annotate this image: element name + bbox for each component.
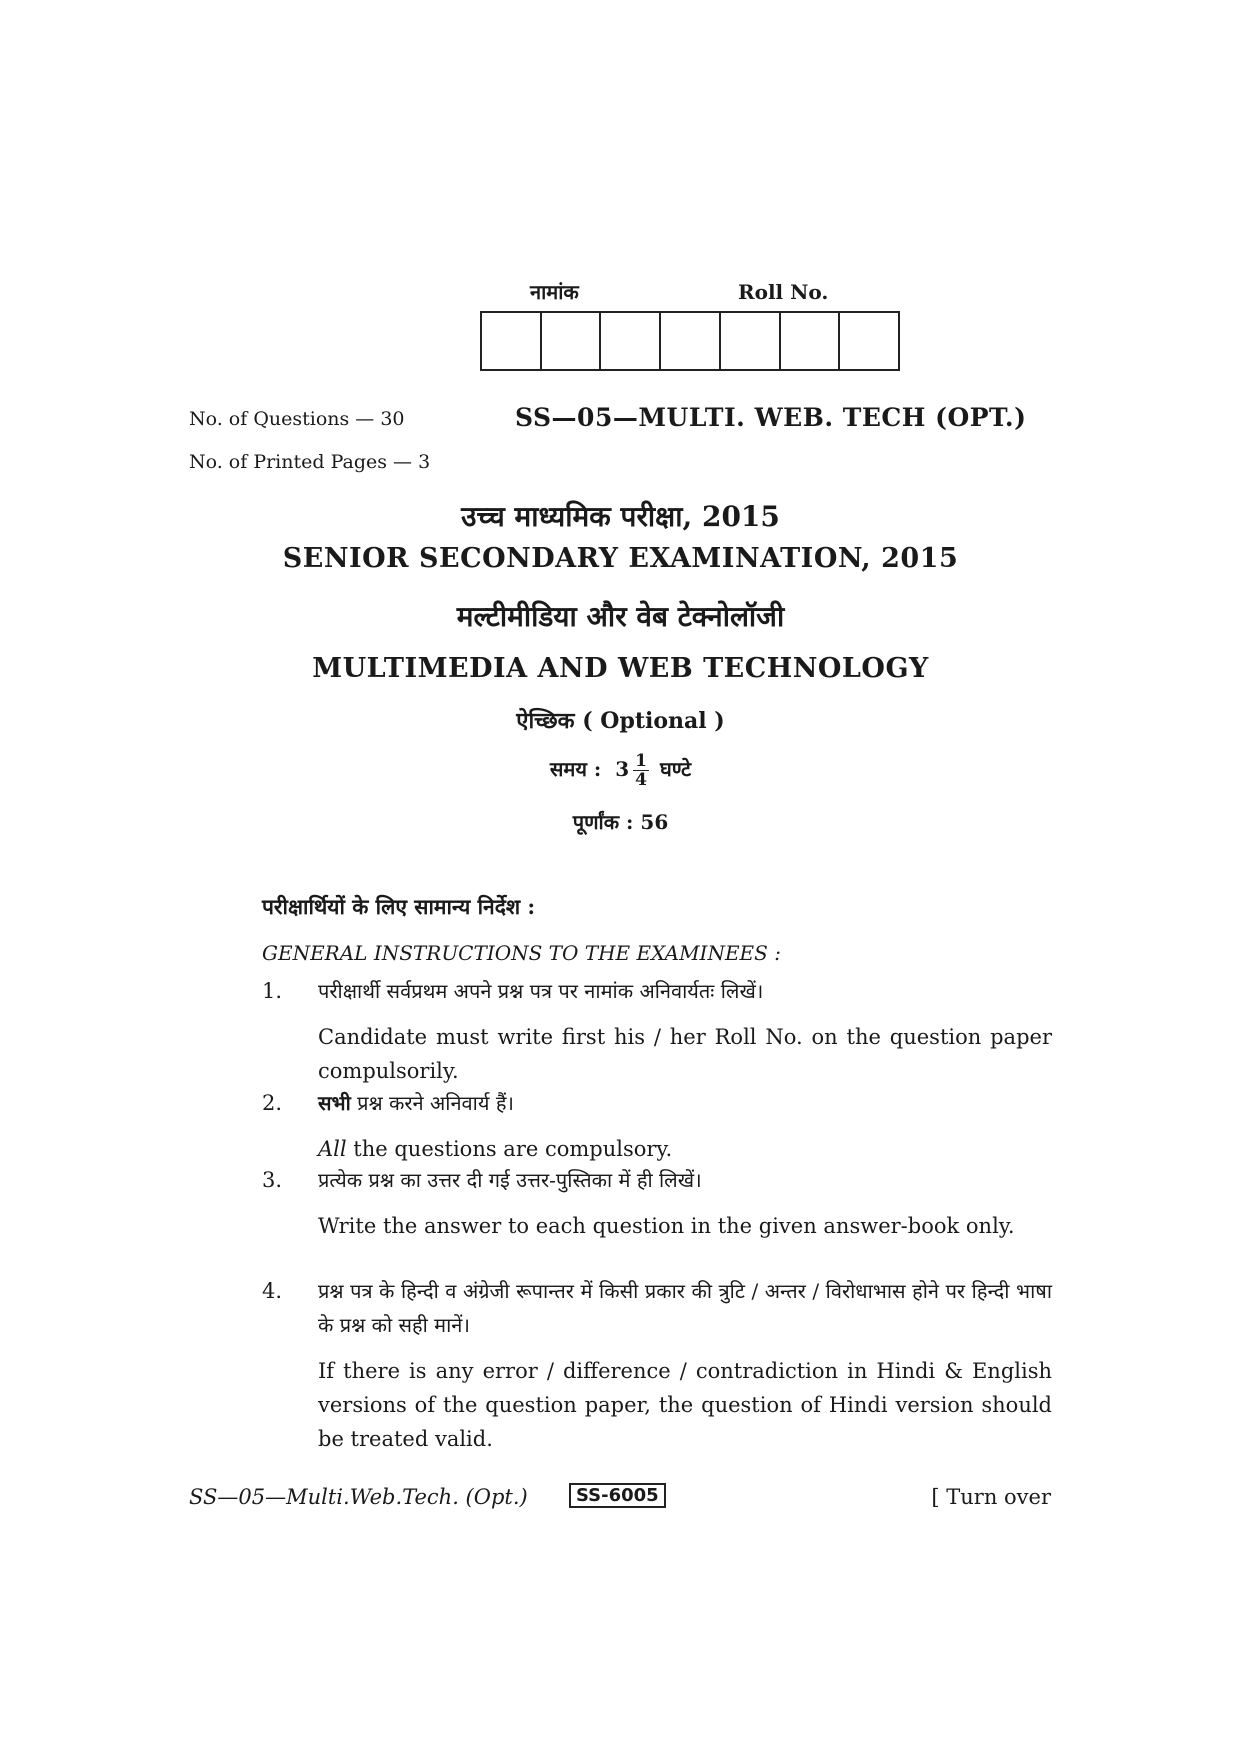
time-whole: 3 <box>615 757 630 781</box>
roll-box-5[interactable] <box>721 313 781 369</box>
subject-title-english: MULTIMEDIA AND WEB TECHNOLOGY <box>312 653 929 684</box>
time-allowed <box>0 752 1241 789</box>
roll-box-3[interactable] <box>601 313 661 369</box>
exam-title-hindi: उच्च माध्यमिक परीक्षा, 2015 <box>461 500 780 533</box>
time-fraction <box>633 752 649 789</box>
instruction-english: Candidate must write first his / her Roll No. on the question paper compulsorily. <box>318 1025 1052 1083</box>
time-label: समय : <box>549 757 602 781</box>
instruction-number: 2. <box>262 1091 283 1115</box>
optional-english: ( Optional ) <box>582 708 725 734</box>
roll-box-1[interactable] <box>482 313 542 369</box>
roll-number-boxes[interactable] <box>480 311 900 371</box>
instruction-number: 4. <box>262 1279 283 1303</box>
instructions-heading-hindi: परीक्षार्थियों के लिए सामान्य निर्देश : <box>262 894 536 919</box>
roll-box-6[interactable] <box>781 313 841 369</box>
printed-pages: No. of Printed Pages — 3 <box>189 451 431 473</box>
optional-hindi: ऐच्छिक <box>516 708 575 734</box>
max-marks: पूर्णांक : 56 <box>572 810 669 834</box>
instruction-english-rest: the questions are compulsory. <box>346 1137 673 1161</box>
question-count: No. of Questions — 30 <box>189 408 405 430</box>
footer-paper-code: SS—05—Multi.Web.Tech. (Opt.) <box>189 1485 528 1509</box>
roll-box-2[interactable] <box>542 313 602 369</box>
footer-series-code: SS-6005 <box>569 1483 666 1508</box>
instruction-hindi: प्रत्येक प्रश्न का उत्तर दी गई उत्तर-पुस्तिका में ही लिखें। <box>318 1168 702 1192</box>
time-numerator: 1 <box>635 751 647 771</box>
roll-box-4[interactable] <box>661 313 721 369</box>
instruction-english-emphasis: All <box>318 1137 347 1161</box>
time-denominator: 4 <box>635 770 647 790</box>
roll-label-hindi: नामांक <box>530 280 579 304</box>
instruction-item-3 <box>262 1163 1052 1255</box>
instruction-english <box>318 1132 1052 1166</box>
instructions-heading-english: GENERAL INSTRUCTIONS TO THE EXAMINEES : <box>262 941 781 965</box>
exam-title-english: SENIOR SECONDARY EXAMINATION, 2015 <box>282 543 959 574</box>
instruction-english: Write the answer to each question in the given answer-book only. <box>318 1214 1015 1238</box>
time-unit: घण्टे <box>659 757 692 781</box>
optional-label <box>0 705 1241 735</box>
instruction-number: 1. <box>262 979 283 1003</box>
roll-label-english: Roll No. <box>738 280 829 304</box>
instruction-hindi: परीक्षार्थी सर्वप्रथम अपने प्रश्न पत्र पर नामांक अनिवार्यतः लिखें। <box>318 979 764 1003</box>
instruction-hindi-rest: प्रश्न करने अनिवार्य हैं। <box>350 1091 515 1115</box>
instruction-number: 3. <box>262 1168 283 1192</box>
instruction-item-4 <box>262 1274 1052 1468</box>
paper-code: SS—05—MULTI. WEB. TECH (OPT.) <box>515 403 1027 432</box>
instruction-hindi-emphasis: सभी <box>318 1091 351 1115</box>
subject-title-hindi: मल्टीमीडिया और वेब टेक्नोलॉजी <box>456 600 785 633</box>
roll-box-7[interactable] <box>840 313 898 369</box>
instruction-item-1 <box>262 974 1052 1100</box>
instruction-hindi <box>318 1086 1052 1120</box>
instruction-hindi: प्रश्न पत्र के हिन्दी व अंग्रेजी रूपान्तर में किसी प्रकार की त्रुटि / अन्तर / विरोधाभास होने पर हिन्दी भाषा के प्रश्न को सही मानें। <box>318 1279 1052 1337</box>
turn-over-label: [ Turn over <box>931 1485 1051 1509</box>
instruction-english: If there is any error / difference / contradiction in Hindi & English versions of the question paper, the question of Hindi version should be treated valid. <box>318 1359 1052 1451</box>
